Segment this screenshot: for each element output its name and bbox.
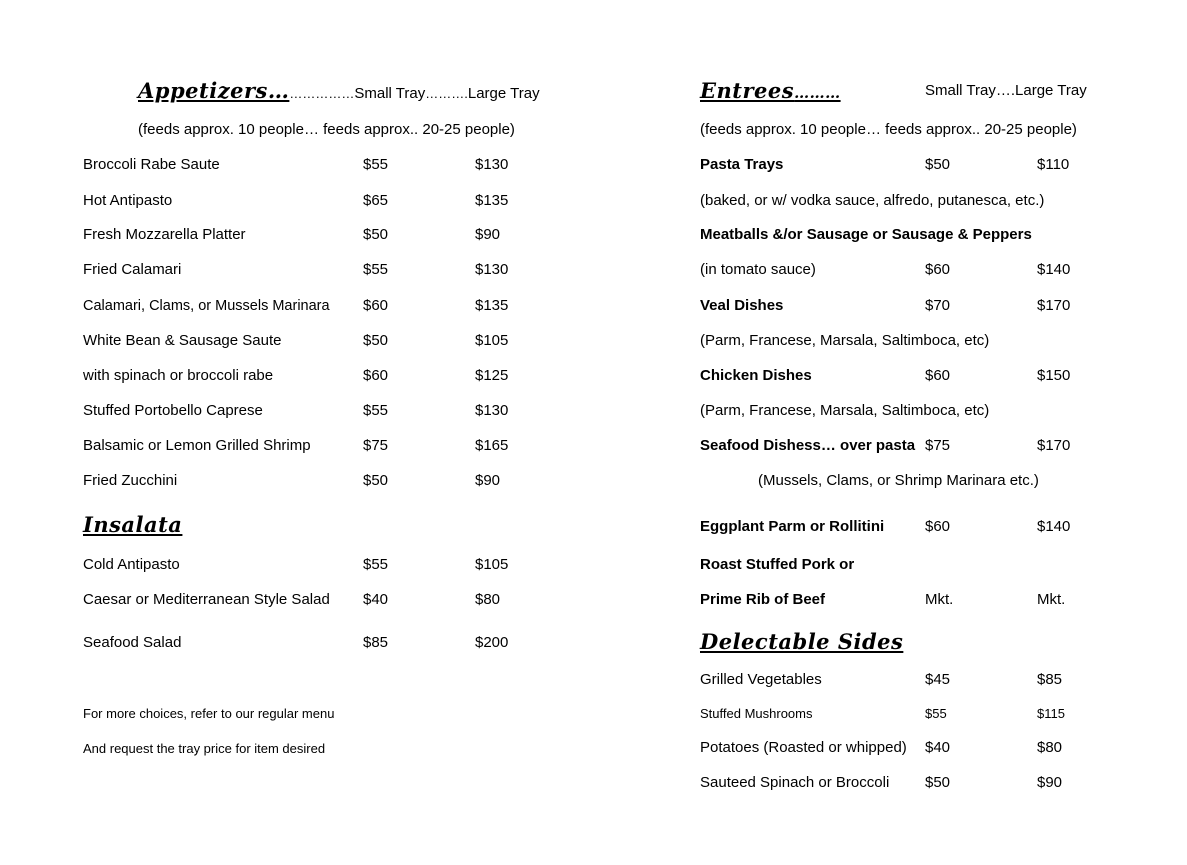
- menu-item-large-price: $105: [475, 332, 509, 349]
- menu-item-name: Seafood Salad: [83, 634, 182, 651]
- menu-item-large-price: $115: [1037, 706, 1065, 721]
- menu-item-name: Hot Antipasto: [83, 192, 173, 209]
- menu-item-name: Prime Rib of Beef: [700, 591, 826, 608]
- appetizers-small-label: Small Tray: [354, 85, 426, 102]
- sides-heading: Delectable Sides: [700, 629, 904, 654]
- notes-line-1: For more choices, refer to our regular menu: [83, 706, 335, 721]
- menu-item-small-price: $50: [363, 472, 389, 489]
- menu-item-name: Fresh Mozzarella Platter: [83, 226, 246, 243]
- menu-item-name: White Bean & Sausage Saute: [83, 332, 282, 349]
- menu-item-name: Calamari, Clams, or Mussels Marinara: [83, 298, 330, 314]
- menu-item-large-price: $150: [1037, 367, 1071, 384]
- menu-item-name: Chicken Dishes: [700, 367, 812, 384]
- entrees-tray-header: Small Tray….Large Tray: [925, 82, 1087, 99]
- entrees-heading: [700, 79, 841, 105]
- menu-item-large-price: $80: [1037, 739, 1063, 756]
- menu-item-large-price: $125: [475, 367, 509, 384]
- appetizers-heading: Appetizers…: [138, 78, 290, 103]
- menu-item-large-price: $170: [1037, 297, 1071, 314]
- appetizers-large-label: Large Tray: [467, 85, 540, 102]
- menu-item-small-price: $60: [925, 518, 951, 535]
- menu-item-name: Potatoes (Roasted or whipped): [700, 739, 907, 756]
- menu-item-name: Fried Calamari: [83, 261, 182, 278]
- seafood-note: (Mussels, Clams, or Shrimp Marinara etc.): [758, 472, 1039, 489]
- menu-item-small-price: $60: [925, 367, 951, 384]
- appetizers-header-dots: ……………: [289, 86, 355, 101]
- menu-item-small-price: $55: [363, 156, 389, 173]
- menu-item-name: Cold Antipasto: [83, 556, 180, 573]
- menu-item-small-price: $50: [925, 774, 951, 791]
- menu-item-large-price: $135: [475, 192, 509, 209]
- menu-item-large-price: $90: [475, 226, 501, 243]
- insalata-heading: Insalata: [83, 512, 183, 537]
- menu-item-large-price: $130: [475, 156, 509, 173]
- menu-item-small-price: $40: [925, 739, 951, 756]
- menu-item-large-price: $140: [1037, 518, 1071, 535]
- menu-item-small-price: $55: [363, 261, 389, 278]
- menu-item-small-price: $85: [363, 634, 389, 651]
- menu-item-small-price: $70: [925, 297, 951, 314]
- menu-item-large-price: Mkt.: [1037, 591, 1066, 608]
- menu-item-small-price: $75: [363, 437, 389, 454]
- menu-item-small-price: $55: [925, 706, 947, 721]
- menu-item-small-price: $50: [925, 156, 951, 173]
- appetizers-header-row: [138, 79, 540, 103]
- menu-item-name: Caesar or Mediterranean Style Salad: [83, 591, 330, 608]
- menu-item-small-price: $50: [363, 332, 389, 349]
- menu-item-large-price: $135: [475, 297, 509, 314]
- menu-item-large-price: $85: [1037, 671, 1063, 688]
- notes-line-2: And request the tray price for item desired: [83, 741, 326, 756]
- menu-item-small-price: $60: [363, 367, 389, 384]
- menu-item-large-price: $165: [475, 437, 509, 454]
- menu-item-small-price: $50: [363, 226, 389, 243]
- menu-item-name: Seafood Dishess… over pasta: [700, 437, 916, 454]
- menu-item-name: Veal Dishes: [700, 297, 784, 314]
- appetizers-feeds-note: (feeds approx. 10 people… feeds approx.. 20-25 people): [138, 121, 515, 138]
- menu-item-name: Roast Stuffed Pork or: [700, 556, 855, 573]
- menu-item-small-price: $40: [363, 591, 389, 608]
- menu-item-description: (baked, or w/ vodka sauce, alfredo, putanesca, etc.): [700, 192, 1045, 209]
- menu-item-small-price: $65: [363, 192, 389, 209]
- menu-item-name: Balsamic or Lemon Grilled Shrimp: [83, 437, 311, 454]
- menu-item-large-price: $90: [1037, 774, 1063, 791]
- menu-item-name: Stuffed Mushrooms: [700, 706, 813, 721]
- menu-item-name: Eggplant Parm or Rollitini: [700, 518, 885, 535]
- menu-item-small-price: $45: [925, 671, 951, 688]
- menu-item-small-price: Mkt.: [925, 591, 954, 608]
- menu-item-large-price: $105: [475, 556, 509, 573]
- entrees-title-dots: ………: [794, 84, 841, 102]
- menu-item-description: (Parm, Francese, Marsala, Saltimboca, etc): [700, 402, 990, 419]
- menu-item-large-price: $110: [1037, 156, 1070, 173]
- menu-item-description: (in tomato sauce): [700, 261, 816, 278]
- menu-item-large-price: $200: [475, 634, 509, 651]
- menu-item-name: Sauteed Spinach or Broccoli: [700, 774, 890, 791]
- menu-item-large-price: $170: [1037, 437, 1071, 454]
- menu-item-large-price: $130: [475, 261, 509, 278]
- menu-item-name: Meatballs &/or Sausage or Sausage & Peppers: [700, 226, 1032, 243]
- menu-item-name: with spinach or broccoli rabe: [83, 367, 274, 384]
- menu-item-small-price: $60: [925, 261, 951, 278]
- menu-item-name: Grilled Vegetables: [700, 671, 822, 688]
- menu-item-name: Broccoli Rabe Saute: [83, 156, 220, 173]
- menu-item-small-price: $60: [363, 297, 389, 314]
- menu-item-large-price: $130: [475, 402, 509, 419]
- menu-item-large-price: $90: [475, 472, 501, 489]
- menu-item-large-price: $80: [475, 591, 501, 608]
- menu-item-description: (Parm, Francese, Marsala, Saltimboca, etc): [700, 332, 990, 349]
- menu-item-large-price: $140: [1037, 261, 1071, 278]
- entrees-feeds-note: (feeds approx. 10 people… feeds approx.. 20-25 people): [700, 121, 1077, 138]
- menu-item-name: Fried Zucchini: [83, 472, 178, 489]
- entrees-title: Entrees: [700, 78, 795, 103]
- menu-item-name: Pasta Trays: [700, 156, 784, 173]
- menu-item-small-price: $75: [925, 437, 951, 454]
- menu-item-small-price: $55: [363, 556, 389, 573]
- appetizers-mid-dots: ……….: [425, 86, 468, 101]
- menu-item-name: Stuffed Portobello Caprese: [83, 402, 263, 419]
- menu-item-small-price: $55: [363, 402, 389, 419]
